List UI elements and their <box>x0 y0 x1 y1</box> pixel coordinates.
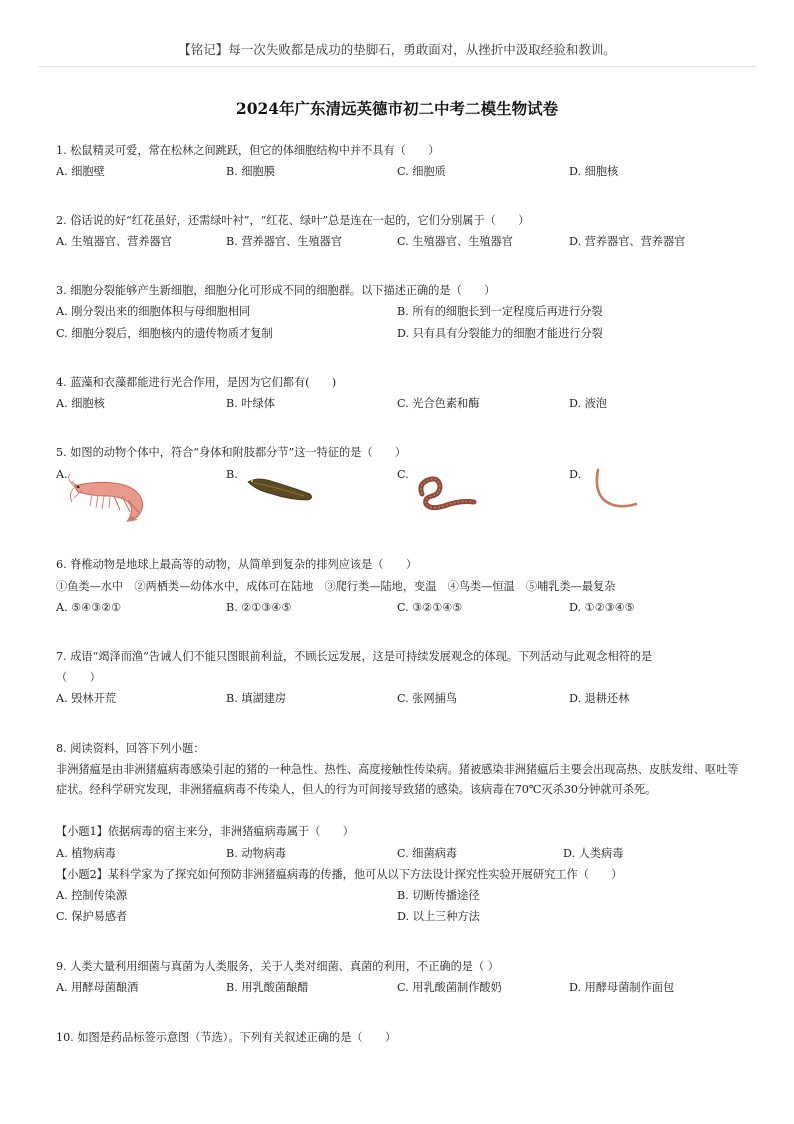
q3-option-b: B. 所有的细胞长到一定程度后再进行分裂 <box>397 305 603 318</box>
q5-option-a: A. <box>56 468 68 481</box>
q7-option-c: C. 张网捕鸟 <box>397 692 458 705</box>
q8-sub2-option-a: A. 控制传染源 <box>56 889 128 902</box>
q8-sub1-option-b: B. 动物病毒 <box>226 847 287 860</box>
planarian-image <box>244 474 316 504</box>
earthworm-image <box>414 470 478 512</box>
q2-option-b: B. 营养器官、生殖器官 <box>226 235 343 248</box>
q6-option-d: D. ①②③④⑤ <box>569 601 635 614</box>
q1-option-b: B. 细胞膜 <box>226 165 275 178</box>
question-6-stem: 6. 脊椎动物是地球上最高等的动物，从简单到复杂的排列应该是（ ） <box>56 558 418 571</box>
q4-option-d: D. 液泡 <box>569 397 608 410</box>
q2-option-d: D. 营养器官、营养器官 <box>569 235 686 248</box>
q8-sub2-option-d: D. 以上三种方法 <box>397 910 480 923</box>
question-5-stem: 5. 如图的动物个体中，符合“身体和附肢都分节”这一特征的是（ ） <box>56 446 407 459</box>
q7-option-a: A. 毁林开荒 <box>56 692 116 705</box>
q8-sub1-option-a: A. 植物病毒 <box>56 847 116 860</box>
q9-option-d: D. 用酵母菌制作面包 <box>569 981 675 994</box>
question-4-stem: 4. 蓝藻和衣藻都能进行光合作用，是因为它们都有( ) <box>56 376 337 389</box>
question-8-stem: 8. 阅读资料，回答下列小题： <box>56 742 205 755</box>
q9-option-a: A. 用酵母菌酿酒 <box>56 981 139 994</box>
header-divider <box>38 66 756 67</box>
q1-option-d: D. 细胞核 <box>569 165 619 178</box>
q7-option-d: D. 退耕还林 <box>569 692 630 705</box>
question-1-stem: 1. 松鼠精灵可爱，常在松林之间跳跃，但它的体细胞结构中并不具有（ ） <box>56 144 440 157</box>
page-title: 2024年广东清远英德市初二中考二模生物试卷 <box>235 99 559 118</box>
q7-option-b: B. 填湖建房 <box>226 692 287 705</box>
question-7-stem-cont: （ ） <box>56 671 101 684</box>
q5-option-d: D. <box>569 468 582 481</box>
q4-option-a: A. 细胞核 <box>56 397 105 410</box>
q4-option-b: B. 叶绿体 <box>226 397 275 410</box>
question-3-stem: 3. 细胞分裂能够产生新细胞，细胞分化可形成不同的细胞群。以下描述正确的是（ ） <box>56 284 496 297</box>
question-7-stem: 7. 成语“竭泽而渔”告诫人们不能只图眼前利益，不顾长远发展，这是可持续发展观念的体现。下列活动与此观念相符的是 <box>56 650 653 663</box>
question-9-stem: 9. 人类大量利用细菌与真菌为人类服务，关于人类对细菌、真菌的利用，不正确的是（ ） <box>56 960 499 973</box>
question-2-stem: 2. 俗话说的好“红花虽好，还需绿叶衬”，“红花、绿叶”总是连在一起的，它们分别属于（ ） <box>56 214 530 227</box>
q2-option-a: A. 生殖器官、营养器官 <box>56 235 172 248</box>
q8-sub2-option-b: B. 切断传播途径 <box>397 889 480 902</box>
q5-option-c: C. <box>397 468 409 481</box>
q3-option-c: C. 细胞分裂后，细胞核内的遗传物质才复制 <box>56 327 273 340</box>
q9-option-b: B. 用乳酸菌酿醋 <box>226 981 309 994</box>
q9-option-c: C. 用乳酸菌制作酸奶 <box>397 981 502 994</box>
q8-sub1-option-c: C. 细菌病毒 <box>397 847 458 860</box>
q3-option-d: D. 只有具有分裂能力的细胞才能进行分裂 <box>397 327 603 340</box>
q8-sub2-stem: 【小题2】某科学家为了探究如何预防非洲猪瘟病毒的传播，他可从以下方法设计探究性实验开展研究工作（ ） <box>56 868 623 881</box>
motto: 【铭记】每一次失败都是成功的垫脚石，勇敢面对，从挫折中汲取经验和教训。 <box>178 42 616 57</box>
q8-sub2-option-c: C. 保护易感者 <box>56 910 128 923</box>
q3-option-a: A. 刚分裂出来的细胞体积与母细胞相同 <box>56 305 251 318</box>
q5-option-b: B. <box>226 468 238 481</box>
q8-sub1-stem: 【小题1】依据病毒的宿主来分，非洲猪瘟病毒属于（ ） <box>56 825 354 838</box>
q2-option-c: C. 生殖器官、生殖器官 <box>397 235 513 248</box>
q6-option-a: A. ⑤④③②① <box>56 601 122 614</box>
q1-option-c: C. 细胞质 <box>397 165 446 178</box>
q6-option-b: B. ②①③④⑤ <box>226 601 292 614</box>
q8-passage: 非洲猪瘟是由非洲猪瘟病毒感染引起的猪的一种急性、热性、高度接触性传染病。猪被感染非洲猪瘟后主要会出现高热、皮肤发绀、呕吐等症状。经科学研究发现，非洲猪瘟病毒不传染人，但人的行为可间接导致猪的感染。该病毒在70℃灭杀30分钟就可杀死。 <box>56 763 739 796</box>
q1-option-a: A. 细胞壁 <box>56 165 105 178</box>
roundworm-image <box>592 468 642 512</box>
q6-option-c: C. ③②①④⑤ <box>397 601 463 614</box>
question-10-stem: 10. 如图是药品标签示意图（节选）。下列有关叙述正确的是（ ） <box>56 1031 397 1044</box>
q4-option-c: C. 光合色素和酶 <box>397 397 480 410</box>
q6-items: ①鱼类—水中 ②两栖类—幼体水中，成体可在陆地 ③爬行类—陆地，变温 ④鸟类—恒温 ⑤哺乳类—最复杂 <box>56 580 616 593</box>
shrimp-image <box>68 472 160 524</box>
q8-sub1-option-d: D. 人类病毒 <box>563 847 624 860</box>
